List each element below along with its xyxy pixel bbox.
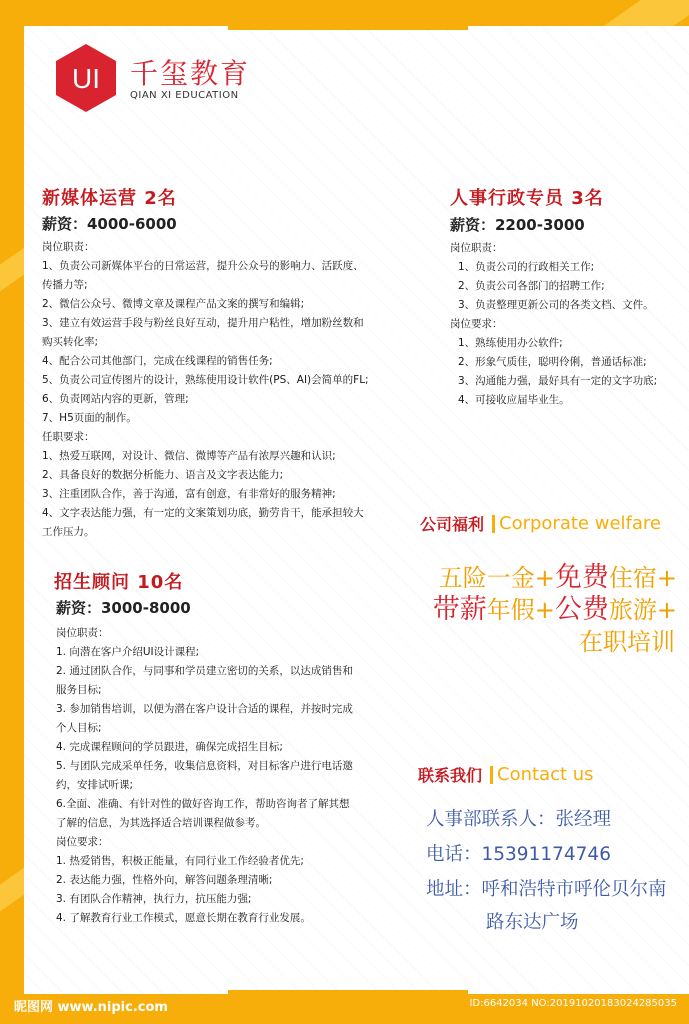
- job-line: 3、建立有效运营手段与粉丝良好互动，提升用户粘性，增加粉丝数和: [42, 317, 364, 329]
- watermark-site: 昵图网 www.nipic.com: [14, 1000, 168, 1015]
- logo-hexagon-icon: [50, 42, 122, 114]
- job-line: 5. 与团队完成采单任务，收集信息资料，对目标客户进行电话邀: [56, 760, 353, 772]
- welfare-line-3: [579, 626, 675, 658]
- welfare-text: 年假+: [486, 596, 555, 624]
- job-title-advisor: 招生顾问 10名: [54, 572, 184, 593]
- welfare-heading-cn: 公司福利: [420, 515, 485, 534]
- job-line: 岗位职责：: [450, 242, 503, 254]
- job-desc-advisor: [56, 624, 353, 928]
- welfare-heading: [420, 512, 661, 535]
- welfare-text: 在职培训: [579, 628, 675, 656]
- job-line: 1、熟练使用办公软件;: [458, 337, 563, 349]
- job-line: 1、热爱互联网，对设计、微信、微博等产品有浓厚兴趣和认识;: [42, 450, 336, 462]
- job-line: 3、负责整理更新公司的各类文档、文件。: [458, 299, 654, 311]
- contact-heading: [418, 763, 594, 786]
- job-line: 岗位职责：: [42, 241, 95, 253]
- job-salary-advisor: 薪资：3000-8000: [56, 599, 191, 617]
- welfare-text: 住宿+: [608, 564, 677, 592]
- job-title-hr: 人事行政专员 3名: [450, 188, 604, 209]
- contact-phone: 电话：15391174746: [426, 844, 611, 865]
- job-line: 了解的信息，为其选择适合培训课程做参考。: [56, 817, 266, 829]
- job-title-media: 新媒体运营 2名: [42, 188, 177, 209]
- job-line: 3、注重团队合作，善于沟通，富有创意，有非常好的服务精神;: [42, 488, 336, 500]
- welfare-highlight: 免费: [554, 562, 609, 593]
- watermark-id: ID:6642034 NO:20191020183024285035: [469, 998, 677, 1009]
- job-line: 约，安排试听课;: [56, 779, 134, 791]
- job-line: 岗位要求：: [450, 318, 503, 330]
- job-line: 任职要求：: [42, 431, 95, 443]
- welfare-line-1: [439, 562, 677, 594]
- job-line: 2、微信公众号、微博文章及课程产品文案的撰写和编辑;: [42, 298, 305, 310]
- job-line: 岗位职责：: [56, 627, 109, 639]
- contact-address: 地址：呼和浩特市呼伦贝尔南: [426, 879, 667, 900]
- brand-name-cn: 千玺教育: [130, 57, 251, 90]
- welfare-highlight: 公费: [554, 594, 609, 625]
- job-salary-media: 薪资：4000-6000: [42, 215, 177, 233]
- job-line: 4、可接收应届毕业生。: [458, 394, 570, 406]
- job-line: 购买转化率;: [42, 336, 99, 348]
- job-desc-media: [42, 238, 369, 542]
- welfare-text: 五险一金+: [438, 564, 555, 592]
- job-line: 3. 有团队合作精神，执行力，抗压能力强;: [56, 893, 252, 905]
- contact-heading-cn: 联系我们: [418, 766, 483, 785]
- job-line: 个人目标;: [56, 722, 102, 734]
- job-line: 7、H5页面的制作。: [42, 412, 137, 424]
- job-desc-hr: [450, 239, 657, 410]
- contact-address-cont: 路东达广场: [486, 912, 579, 933]
- job-line: 2. 通过团队合作，与同事和学员建立密切的关系，以达成销售和: [56, 665, 353, 677]
- card-top-notch: [228, 26, 468, 30]
- job-line: 4. 完成课程顾问的学员跟进，确保完成招生目标;: [56, 741, 283, 753]
- job-line: 5、负责公司宣传图片的设计，熟练使用设计软件(PS、AI)会简单的FL;: [42, 374, 369, 386]
- logo-text: UI: [72, 63, 100, 94]
- job-line: 岗位要求：: [56, 836, 109, 848]
- contact-heading-en: Contact us: [497, 764, 594, 785]
- job-line: 2、负责公司各部门的招聘工作;: [458, 280, 605, 292]
- welfare-line-2: [433, 594, 677, 626]
- welfare-highlight: 带薪: [432, 594, 487, 625]
- welfare-heading-en: Corporate welfare: [499, 513, 661, 534]
- heading-divider: [490, 766, 493, 784]
- job-line: 4、文字表达能力强，有一定的文案策划功底，勤劳肯干，能承担较大: [42, 507, 364, 519]
- job-line: 4. 了解教育行业工作模式，愿意长期在教育行业发展。: [56, 912, 311, 924]
- contact-person: 人事部联系人：张经理: [426, 809, 612, 830]
- job-line: 2、形象气质佳，聪明伶俐，普通话标准;: [458, 356, 647, 368]
- brand-name-en: QIAN XI EDUCATION: [130, 90, 239, 101]
- job-line: 2. 表达能力强，性格外向，解答问题条理清晰;: [56, 874, 273, 886]
- job-line: 6.全面、准确、有针对性的做好咨询工作，帮助咨询者了解其想: [56, 798, 350, 810]
- job-line: 1、负责公司的行政相关工作;: [458, 261, 595, 273]
- job-line: 4、配合公司其他部门，完成在线课程的销售任务;: [42, 355, 273, 367]
- job-line: 2、具备良好的数据分析能力、语言及文字表达能力;: [42, 469, 284, 481]
- job-line: 3、沟通能力强，最好具有一定的文字功底;: [458, 375, 658, 387]
- job-line: 传播力等;: [42, 279, 88, 291]
- job-line: 1. 热爱销售，积极正能量，有同行业工作经验者优先;: [56, 855, 304, 867]
- job-line: 1、负责公司新媒体平台的日常运营，提升公众号的影响力、活跃度、: [42, 260, 364, 272]
- job-line: 6、负责网站内容的更新，管理;: [42, 393, 189, 405]
- heading-divider: [492, 515, 495, 533]
- card-bottom-notch: [228, 990, 468, 994]
- job-line: 1. 向潜在客户介绍UI设计课程;: [56, 646, 200, 658]
- welfare-text: 旅游+: [608, 596, 677, 624]
- job-salary-hr: 薪资：2200-3000: [450, 216, 585, 234]
- job-line: 服务目标;: [56, 684, 102, 696]
- job-line: 工作压力。: [42, 526, 95, 538]
- job-line: 3. 参加销售培训，以便为潜在客户设计合适的课程，并按时完成: [56, 703, 353, 715]
